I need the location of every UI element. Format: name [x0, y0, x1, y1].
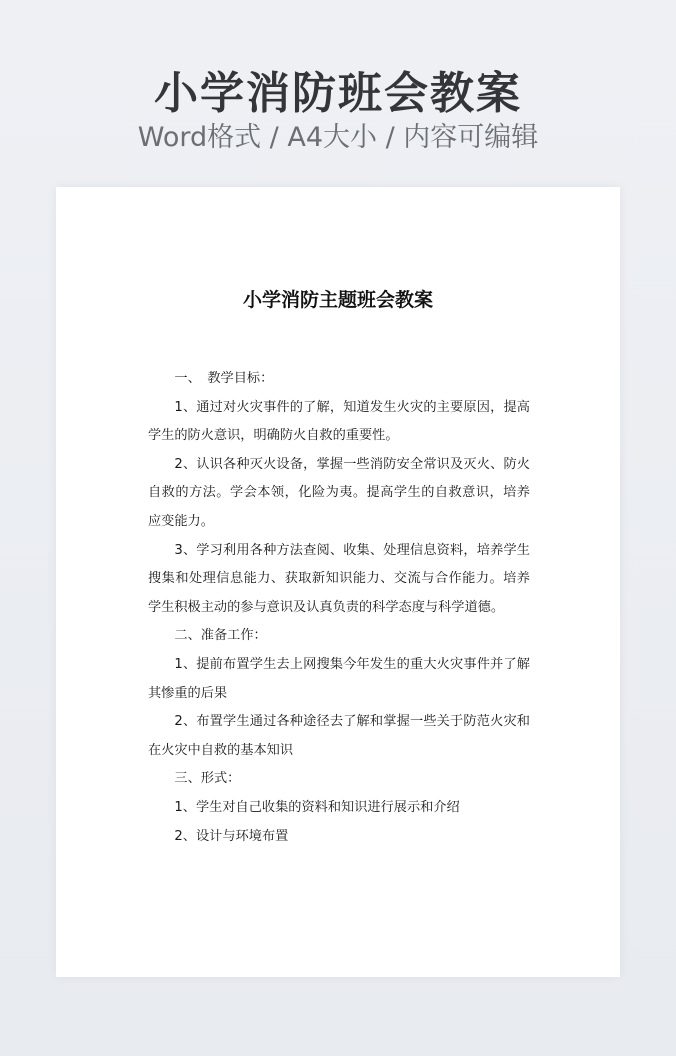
section-heading-preparation: 二、准备工作：	[174, 628, 267, 644]
goal-item-1: 1、通过对火灾事件的了解，知道发生火灾的主要原因，提高学生的防火意识，明确防火自救的重要性。	[148, 399, 530, 444]
document-page	[56, 187, 620, 977]
preparation-item-1: 1、提前布置学生去上网搜集今年发生的重大火灾事件并了解其惨重的后果	[148, 656, 530, 701]
format-item-2: 2、设计与环境布置	[174, 828, 289, 844]
goal-item-2: 2、认识各种灭火设备，掌握一些消防安全常识及灭火、防火自救的方法。学会本领，化险为夷。提高学生的自救意识，培养应变能力。	[148, 456, 530, 529]
section-heading-format: 三、形式：	[174, 771, 241, 787]
banner-subtitle: Word格式 / A4大小 / 内容可编辑	[137, 122, 539, 153]
preparation-item-2: 2、布置学生通过各种途径去了解和掌握一些关于防范火灾和在火灾中自救的基本知识	[148, 714, 530, 758]
document-title: 小学消防主题班会教案	[242, 289, 433, 311]
section-heading-goals: 一、 教学目标：	[174, 371, 274, 386]
document-body	[148, 365, 530, 851]
goal-item-3: 3、学习利用各种方法查阅、收集、处理信息资料，培养学生搜集和处理信息能力、获取新知识能力、交流与合作能力。培养学生积极主动的参与意识及认真负责的科学态度与科学道德。	[148, 542, 530, 615]
format-item-1: 1、学生对自己收集的资料和知识进行展示和介绍	[174, 799, 460, 815]
banner-title: 小学消防班会教案	[154, 68, 522, 119]
